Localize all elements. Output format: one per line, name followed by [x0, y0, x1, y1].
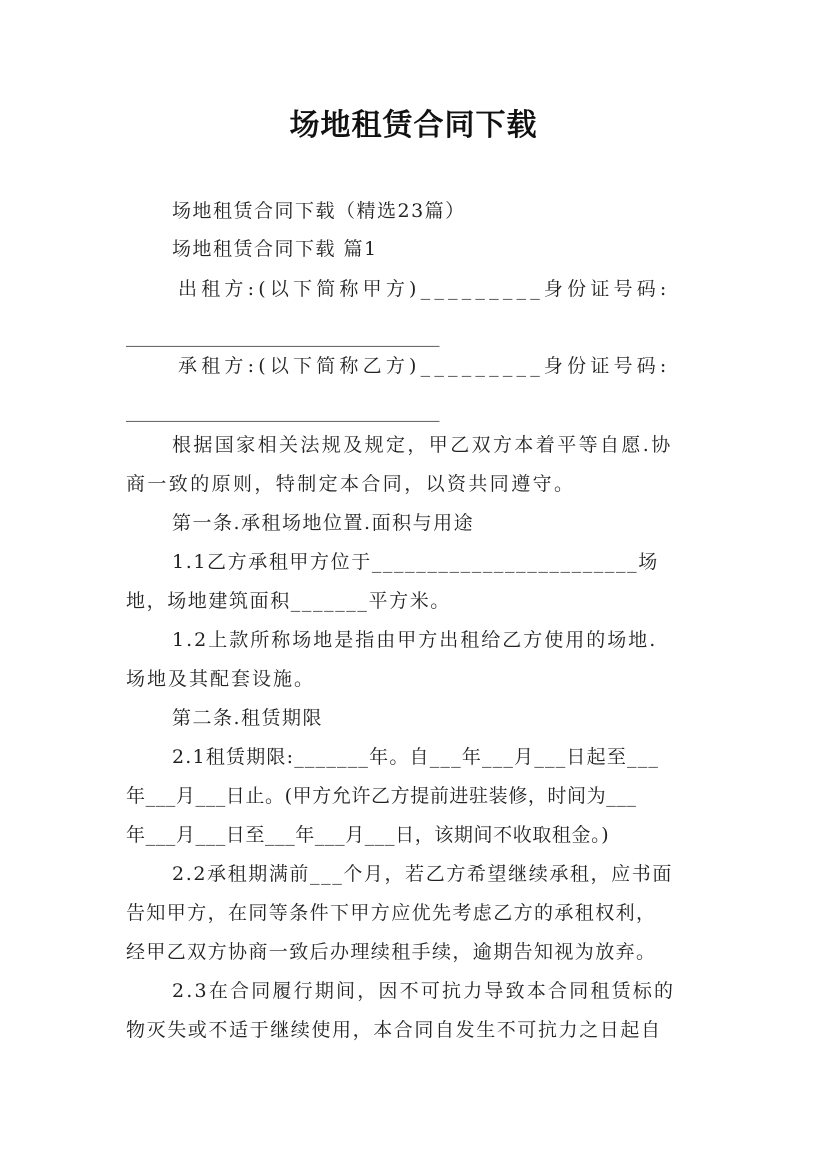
doc-line-2-3-cont: 物灭失或不适于继续使用，本合同自发生不可抗力之日起自: [126, 1019, 662, 1041]
doc-line-preamble-2: 商一致的原则，特制定本合同，以资共同遵守。: [126, 473, 576, 495]
doc-line-subtitle: 场地租赁合同下载（精选23篇）: [172, 200, 466, 222]
doc-line-2-1-cont-1: 年___月___日止。(甲方允许乙方提前进驻装修，时间为___: [126, 785, 637, 807]
doc-line-article-2: 第二条.租赁期限: [172, 707, 324, 729]
doc-line-1-1: 1.1乙方承租甲方位于________________________场: [172, 551, 659, 573]
doc-line-2-1: 2.1租赁期限:_______年。自___年___月___日起至___: [172, 746, 660, 768]
doc-line-2-2-cont-1: 告知甲方，在同等条件下甲方应优先考虑乙方的承租权利，: [126, 902, 657, 924]
doc-line-article-1: 第一条.承租场地位置.面积与用途: [172, 512, 475, 534]
doc-line-2-3: 2.3在合同履行期间，因不可抗力导致本合同租赁标的: [172, 980, 676, 1002]
doc-line-1-2-cont: 场地及其配套设施。: [126, 668, 316, 690]
doc-line-2-1-cont-2: 年___月___日至___年___月___日，该期间不收取租金。): [126, 824, 610, 846]
doc-line-1-1-cont: 地，场地建筑面积_______平方米。: [126, 590, 451, 612]
doc-line-lessor-id-blank: _________________________________: [126, 325, 440, 347]
doc-line-preamble-1: 根据国家相关法规及规定，甲乙双方本着平等自愿.协: [172, 434, 673, 456]
document-title: 场地租赁合同下载: [289, 108, 538, 143]
doc-line-lessee-id-blank: _________________________________: [126, 400, 440, 422]
doc-line-lessee: 承租方:(以下简称乙方)_________身份证号码:: [178, 355, 671, 377]
doc-line-section: 场地租赁合同下载 篇1: [172, 238, 378, 260]
doc-line-lessor: 出租方:(以下简称甲方)_________身份证号码:: [178, 278, 671, 300]
doc-line-2-2: 2.2承租期满前___个月，若乙方希望继续承租，应书面: [172, 863, 673, 885]
doc-line-1-2: 1.2上款所称场地是指由甲方出租给乙方使用的场地.: [172, 629, 658, 651]
doc-line-2-2-cont-2: 经甲乙双方协商一致后办理续租手续，逾期告知视为放弃。: [126, 941, 657, 963]
